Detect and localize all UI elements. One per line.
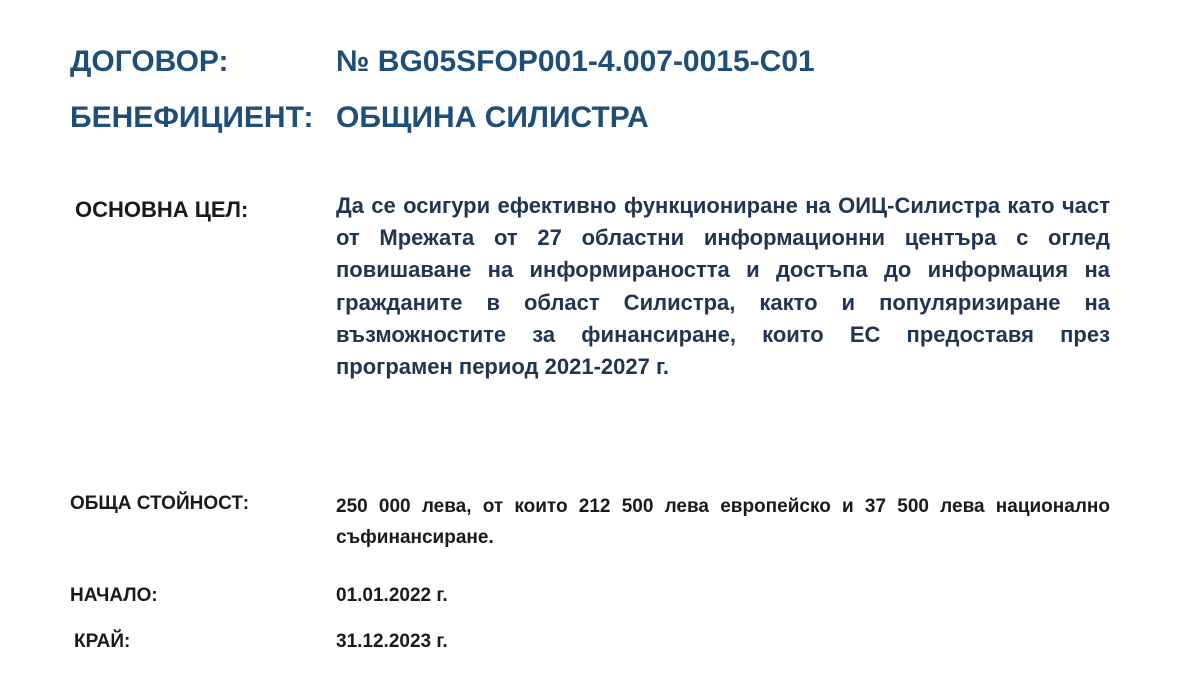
- contract-label: ДОГОВОР:: [70, 45, 229, 78]
- total-value-text: 250 000 лева, от които 212 500 лева европейско и 37 500 лева национално съфинансиране.: [336, 496, 1110, 548]
- goal-label: ОСНОВНА ЦЕЛ:: [75, 197, 249, 222]
- contract-number: № BG05SFOP001-4.007-0015-C01: [336, 45, 815, 78]
- total-value-label: ОБЩА СТОЙНОСТ:: [70, 493, 250, 514]
- end-date: 31.12.2023 г.: [336, 631, 448, 652]
- beneficiary-label: БЕНЕФИЦИЕНТ:: [70, 101, 314, 134]
- start-label: НАЧАЛО:: [70, 585, 158, 606]
- start-date: 01.01.2022 г.: [336, 585, 448, 606]
- end-label: КРАЙ:: [74, 631, 131, 652]
- goal-text: Да се осигури ефективно функциониране на ОИЦ-Силистра като част от Мрежата от 27 областни информационни центъра с оглед повишаване на информираността и достъпа до информация на гражданите в област Силистра, както и популяризиране на възможностите за финансиране, които ЕС предоставя през програмен период 2021-2027 г.: [336, 193, 1110, 380]
- beneficiary-name: ОБЩИНА СИЛИСТРА: [336, 101, 649, 134]
